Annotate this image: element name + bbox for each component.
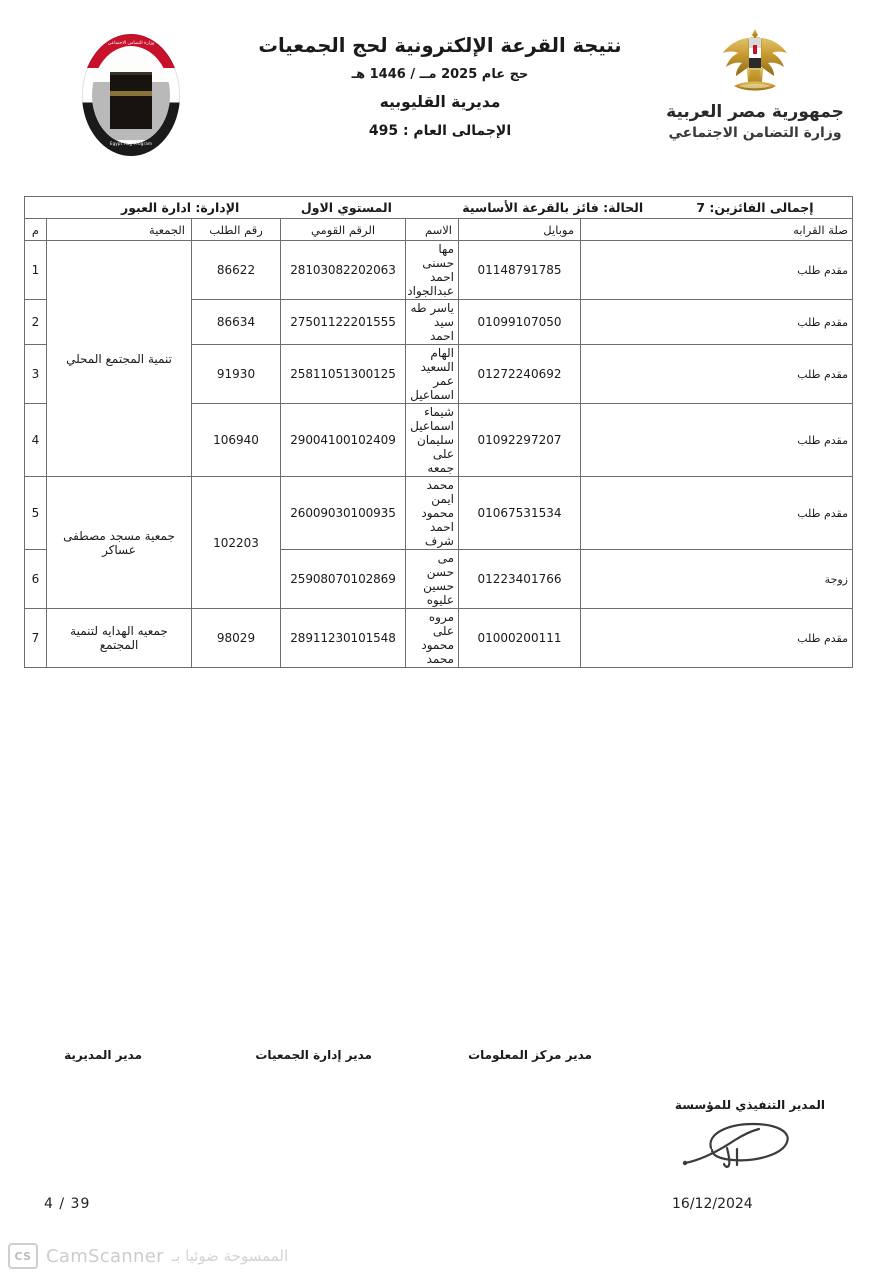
level-label: المستوي الاول bbox=[300, 200, 392, 215]
directorate-name: مديرية القليوبيه bbox=[379, 93, 501, 112]
column-header-request-no: رقم الطلب bbox=[192, 219, 281, 241]
executive-director-block bbox=[625, 1098, 825, 1112]
cell-association: تنمية المجتمع المحلي bbox=[47, 241, 192, 477]
cell-mobile: 01067531534 bbox=[459, 477, 581, 550]
cell-name: شيماء اسماعيل سليمان على جمعه bbox=[406, 404, 459, 477]
cell-row-number: 3 bbox=[24, 345, 46, 404]
cell-mobile: 01223401766 bbox=[459, 550, 581, 609]
page-number bbox=[44, 1196, 90, 1212]
column-header-name: الاسم bbox=[406, 219, 459, 241]
camscanner-badge-icon: CS bbox=[8, 1243, 38, 1269]
country-name: جمهورية مصر العربية bbox=[666, 102, 844, 122]
column-header-association: الجمعية bbox=[47, 219, 192, 241]
cell-national-id: 28103082202063 bbox=[281, 241, 406, 300]
cell-row-number: 4 bbox=[24, 404, 46, 477]
table-row bbox=[24, 609, 852, 668]
signature-labels-row bbox=[0, 1048, 877, 1072]
status-label: الحالة: فائز بالقرعة الأساسية bbox=[462, 200, 644, 215]
cell-relationship: مقدم طلب bbox=[581, 609, 853, 668]
document-header bbox=[0, 18, 877, 168]
signature-executive-director: المدير التنفيذي للمؤسسة bbox=[674, 1098, 825, 1112]
page-current: 4 bbox=[44, 1196, 54, 1212]
eagle-of-saladin-icon bbox=[712, 26, 798, 98]
cell-request-no: 102203 bbox=[192, 477, 281, 609]
cell-mobile: 01092297207 bbox=[459, 404, 581, 477]
administration-label: الإدارة: ادارة العبور bbox=[121, 200, 240, 215]
cell-request-no: 86622 bbox=[192, 241, 281, 300]
grand-total-label: الإجمالى العام : 495 bbox=[368, 123, 512, 140]
cell-name: مروه على محمود محمد bbox=[406, 609, 459, 668]
logo-top-text: وزارة التضامن الاجتماعي bbox=[107, 41, 155, 46]
cell-request-no: 98029 bbox=[192, 609, 281, 668]
table-info-row bbox=[24, 197, 852, 219]
page-title: نتيجة القرعة الإلكترونية لحج الجمعيات bbox=[258, 34, 622, 57]
government-emblem-block bbox=[655, 26, 855, 142]
cell-mobile: 01099107050 bbox=[459, 300, 581, 345]
cell-relationship: مقدم طلب bbox=[581, 345, 853, 404]
camscanner-arabic-text: الممسوحة ضوئيا بـ bbox=[171, 1247, 289, 1265]
page-total: 39 bbox=[70, 1196, 91, 1212]
cell-national-id: 27501122201555 bbox=[281, 300, 406, 345]
column-header-mobile: موبايل bbox=[459, 219, 581, 241]
table-row bbox=[24, 477, 852, 550]
table-row bbox=[24, 241, 852, 300]
results-table-wrapper bbox=[25, 196, 853, 668]
hajj-year-subtitle: حج عام 2025 مــ / 1446 هـ bbox=[351, 67, 529, 83]
cell-association: جمعية مسجد مصطفى عساكر bbox=[47, 477, 192, 609]
column-header-relationship: صلة القرابه bbox=[581, 219, 853, 241]
lottery-results-table bbox=[24, 196, 853, 668]
table-header-row bbox=[24, 219, 852, 241]
cell-national-id: 28911230101548 bbox=[281, 609, 406, 668]
cell-mobile: 01000200111 bbox=[459, 609, 581, 668]
ministry-name: وزارة التضامن الاجتماعي bbox=[668, 125, 842, 142]
signature-associations-manager: مدير إدارة الجمعيات bbox=[255, 1048, 372, 1062]
handwritten-signature bbox=[679, 1118, 799, 1176]
cell-request-no: 91930 bbox=[192, 345, 281, 404]
cell-row-number: 7 bbox=[24, 609, 46, 668]
cell-row-number: 1 bbox=[24, 241, 46, 300]
cell-relationship: مقدم طلب bbox=[581, 404, 853, 477]
kaaba-icon bbox=[110, 72, 152, 129]
signature-information-center-manager: مدير مركز المعلومات bbox=[468, 1048, 592, 1062]
cell-name: ياسر طه سيد احمد bbox=[406, 300, 459, 345]
cell-relationship: زوجة bbox=[581, 550, 853, 609]
cell-row-number: 2 bbox=[24, 300, 46, 345]
cell-name: محمد ايمن محمود احمد شرف bbox=[406, 477, 459, 550]
camscanner-brand-text: CamScanner bbox=[46, 1245, 164, 1267]
hajj-program-logo bbox=[80, 30, 182, 160]
logo-bottom-text: Egypt Hajj Program bbox=[109, 141, 153, 146]
winners-total-label: إجمالى الفائزين: 7 bbox=[696, 200, 814, 215]
cell-national-id: 29004100102409 bbox=[281, 404, 406, 477]
cell-national-id: 26009030100935 bbox=[281, 477, 406, 550]
document-date: 16/12/2024 bbox=[672, 1196, 753, 1212]
cell-mobile: 01272240692 bbox=[459, 345, 581, 404]
cell-relationship: مقدم طلب bbox=[581, 477, 853, 550]
cell-association: جمعيه الهدايه لتنمية المجتمع bbox=[47, 609, 192, 668]
column-header-national-id: الرقم القومي bbox=[281, 219, 406, 241]
cell-name: الهام السعيد عمر اسماعيل bbox=[406, 345, 459, 404]
cell-national-id: 25811051300125 bbox=[281, 345, 406, 404]
cell-mobile: 01148791785 bbox=[459, 241, 581, 300]
title-block bbox=[210, 34, 670, 139]
logo-inner-circle bbox=[92, 46, 170, 144]
page-separator: / bbox=[59, 1196, 66, 1212]
cell-row-number: 5 bbox=[24, 477, 46, 550]
cell-request-no: 106940 bbox=[192, 404, 281, 477]
camscanner-watermark bbox=[8, 1243, 288, 1269]
cell-national-id: 25908070102869 bbox=[281, 550, 406, 609]
cell-name: مى حسن حسين عليوه bbox=[406, 550, 459, 609]
column-header-num: م bbox=[24, 219, 46, 241]
signature-directorate-manager: مدير المديرية bbox=[64, 1048, 142, 1062]
cell-relationship: مقدم طلب bbox=[581, 300, 853, 345]
cell-row-number: 6 bbox=[24, 550, 46, 609]
info-bar-cell bbox=[24, 197, 852, 219]
cell-name: مها حسنى احمد عبدالجواد bbox=[406, 241, 459, 300]
table-body bbox=[24, 241, 852, 668]
cell-request-no: 86634 bbox=[192, 300, 281, 345]
cell-relationship: مقدم طلب bbox=[581, 241, 853, 300]
